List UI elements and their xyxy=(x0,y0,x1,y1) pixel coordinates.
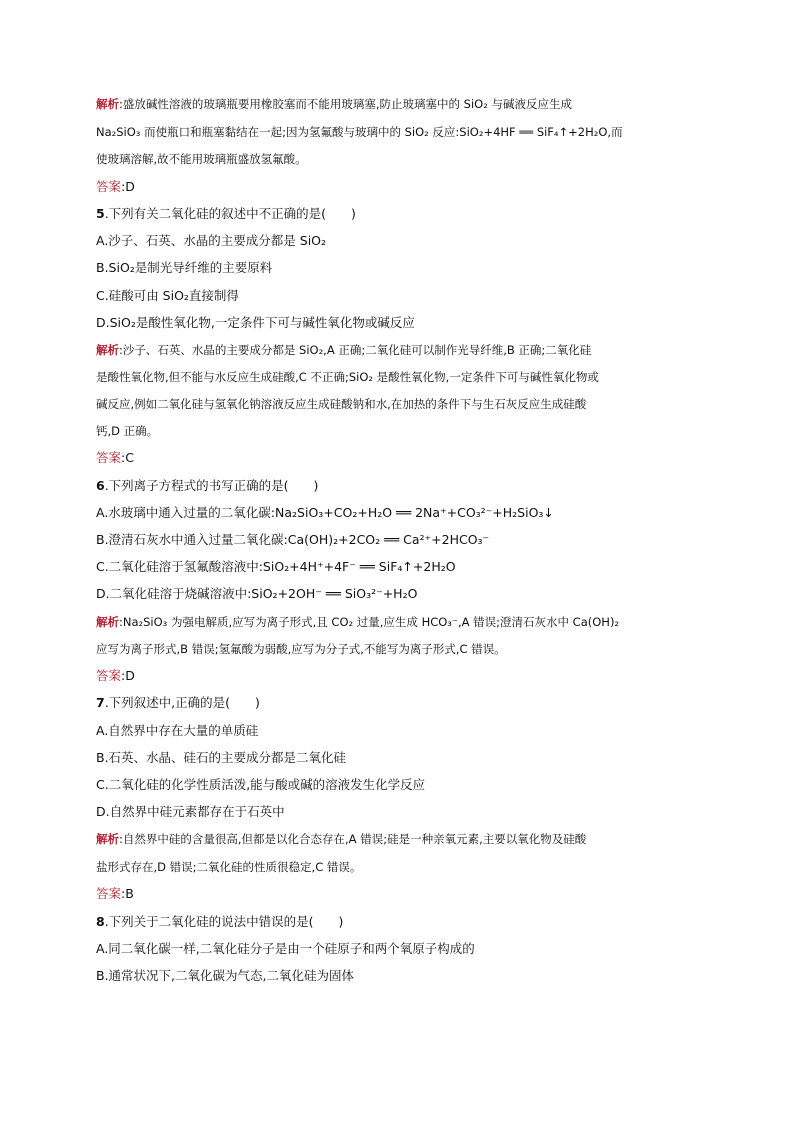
line-text: B.通常状况下,二氧化碳为气态,二氧化硅为固体 xyxy=(96,968,354,983)
analysis-label: 解析 xyxy=(96,615,119,629)
explanation-line xyxy=(96,396,586,412)
line-text: :盛放碱性溶液的玻璃瓶要用橡胶塞而不能用玻璃塞,防止玻璃塞中的 SiO₂ 与碱液反应生成 xyxy=(119,97,572,111)
question-number: 7 xyxy=(96,695,105,710)
line-text: 应写为离子形式,B 错误;氢氟酸为弱酸,应写为分子式,不能写为离子形式,C 错误。 xyxy=(96,642,506,656)
answer-label: 答案 xyxy=(96,668,122,683)
question-number: 8 xyxy=(96,914,105,929)
option-line xyxy=(96,260,272,276)
line-text: :B xyxy=(121,886,134,901)
line-text: :D xyxy=(121,179,135,194)
question-6 xyxy=(96,478,318,494)
option-line xyxy=(96,559,456,575)
line-text: :D xyxy=(121,668,135,683)
explanation-line xyxy=(96,96,572,112)
option-line xyxy=(96,586,417,602)
line-text: :C xyxy=(121,450,134,465)
line-text: 盐形式存在,D 错误;二氧化硅的性质很稳定,C 错误。 xyxy=(96,860,362,874)
question-8 xyxy=(96,914,343,930)
option-line xyxy=(96,532,489,548)
line-text: A.同二氧化碳一样,二氧化硅分子是由一个硅原子和两个氧原子构成的 xyxy=(96,941,475,956)
answer-line xyxy=(96,886,134,902)
explanation-line xyxy=(96,369,599,385)
answer-label: 答案 xyxy=(96,179,122,194)
option-line xyxy=(96,505,554,521)
line-text: Na₂SiO₃ 而使瓶口和瓶塞黏结在一起;因为氢氟酸与玻璃中的 SiO₂ 反应:SiO₂+4HF ══ SiF₄↑+2H₂O,而 xyxy=(96,125,623,139)
line-text: C.二氧化硅溶于氢氟酸溶液中:SiO₂+4H⁺+4F⁻ ══ SiF₄↑+2H₂O xyxy=(96,559,456,574)
answer-label: 答案 xyxy=(96,450,122,465)
line-text: :沙子、石英、水晶的主要成分都是 SiO₂,A 正确;二氧化硅可以制作光导纤维,B 正确;二氧化硅 xyxy=(119,343,592,357)
explanation-line xyxy=(96,423,158,439)
line-text: C.二氧化硅的化学性质活泼,能与酸或碱的溶液发生化学反应 xyxy=(96,777,426,792)
line-text: A.水玻璃中通入过量的二氧化碳:Na₂SiO₃+CO₂+H₂O ══ 2Na⁺+CO₃²⁻+H₂SiO₃↓ xyxy=(96,505,554,520)
option-line xyxy=(96,288,239,304)
line-text: B.澄清石灰水中通入过量二氧化碳:Ca(OH)₂+2CO₂ ══ Ca²⁺+2HCO₃⁻ xyxy=(96,532,490,547)
explanation-line xyxy=(96,614,619,630)
explanation-line xyxy=(96,151,307,167)
line-text: D.自然界中硅元素都存在于石英中 xyxy=(96,804,285,819)
explanation-line xyxy=(96,859,361,875)
line-text: A.沙子、石英、水晶的主要成分都是 SiO₂ xyxy=(96,233,327,248)
line-text: .下列有关二氧化硅的叙述中不正确的是( ) xyxy=(104,206,356,221)
question-5 xyxy=(96,206,356,222)
analysis-label: 解析 xyxy=(96,343,119,357)
line-text: D.二氧化硅溶于烧碱溶液中:SiO₂+2OH⁻ ══ SiO₃²⁻+H₂O xyxy=(96,586,418,601)
answer-line xyxy=(96,668,135,684)
line-text: .下列叙述中,正确的是( ) xyxy=(104,695,260,710)
line-text: C.硅酸可由 SiO₂直接制得 xyxy=(96,288,239,303)
explanation-line xyxy=(96,124,623,140)
analysis-label: 解析 xyxy=(96,97,119,111)
option-line xyxy=(96,941,475,957)
line-text: A.自然界中存在大量的单质硅 xyxy=(96,723,259,738)
line-text: :自然界中硅的含量很高,但都是以化合态存在,A 错误;硅是一种亲氧元素,主要以氧化物及硅酸 xyxy=(119,832,587,846)
analysis-label: 解析 xyxy=(96,832,119,846)
answer-line xyxy=(96,179,135,195)
line-text: 碱反应,例如二氧化硅与氢氧化钠溶液反应生成硅酸钠和水,在加热的条件下与生石灰反应生成硅酸 xyxy=(96,397,587,411)
line-text: D.SiO₂是酸性氧化物,一定条件下可与碱性氧化物或碱反应 xyxy=(96,315,415,330)
option-line xyxy=(96,315,415,331)
option-line xyxy=(96,750,346,766)
answer-label: 答案 xyxy=(96,886,122,901)
question-number: 5 xyxy=(96,206,105,221)
explanation-line xyxy=(96,641,506,657)
option-line xyxy=(96,723,258,739)
line-text: .下列离子方程式的书写正确的是( ) xyxy=(104,478,319,493)
option-line xyxy=(96,777,425,793)
question-7 xyxy=(96,695,260,711)
line-text: .下列关于二氧化硅的说法中错误的是( ) xyxy=(104,914,344,929)
question-number: 6 xyxy=(96,478,105,493)
line-text: 使玻璃溶解,故不能用玻璃瓶盛放氢氟酸。 xyxy=(96,152,307,166)
line-text: B.石英、水晶、硅石的主要成分都是二氧化硅 xyxy=(96,750,347,765)
explanation-line xyxy=(96,342,591,358)
option-line xyxy=(96,804,285,820)
line-text: B.SiO₂是制光导纤维的主要原料 xyxy=(96,260,273,275)
option-line xyxy=(96,968,354,984)
line-text: 钙,D 正确。 xyxy=(96,424,159,438)
answer-line xyxy=(96,450,134,466)
line-text: :Na₂SiO₃ 为强电解质,应写为离子形式,且 CO₂ 过量,应生成 HCO₃⁻,A 错误;澄清石灰水中 Ca(OH)₂ xyxy=(119,615,620,629)
option-line xyxy=(96,233,326,249)
explanation-line xyxy=(96,831,586,847)
line-text: 是酸性氧化物,但不能与水反应生成硅酸,C 不正确;SiO₂ 是酸性氧化物,一定条件下可与碱性氧化物或 xyxy=(96,370,599,384)
